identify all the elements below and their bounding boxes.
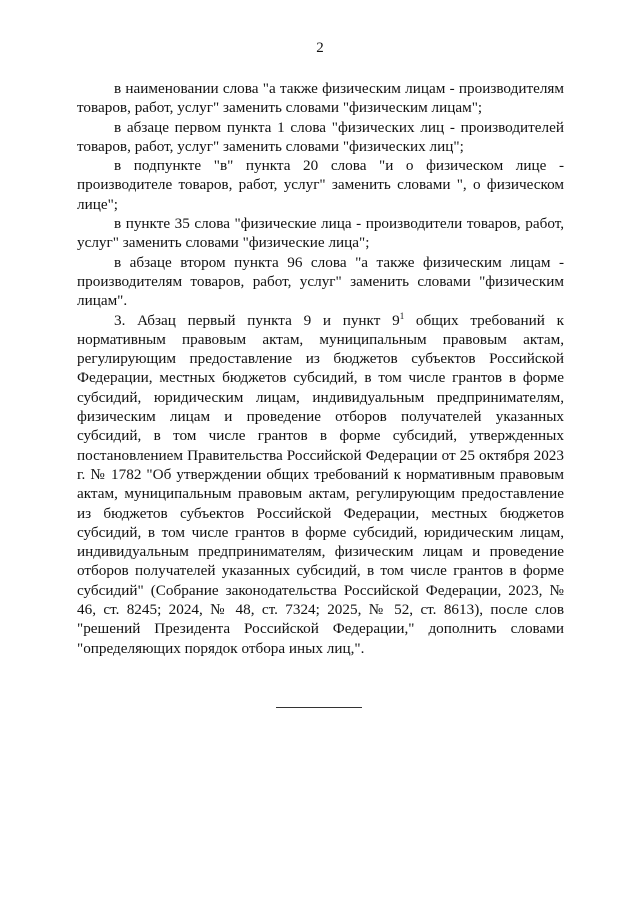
paragraph-item-1-amendment: в абзаце первом пункта 1 слова "физических лиц - производителей товаров, работ, услуг" заменить словами "физических лиц"; <box>77 118 564 155</box>
section-3-text: общих требований к нормативным правовым актам, муниципальным правовым актам, регулирующим предоставление из бюджетов субъектов Российской Федерации, местных бюджетов субсидий, в том числе грантов в форме субсидий, юридическим лицам, индивидуальным предпринимателям, физическим лицам и проведение отборов получателей указанных субсидий, в том числе грантов в форме субсидий, утвержденных постановлением Правительства Российской Федерации от 25 октября 2023 г. № 1782 "Об утверждении общих требований к нормативным правовым актам, муниципальным правовым актам, регулирующим предоставление из бюджетов субъектов Российской Федерации, местных бюджетов субсидий, в том числе грантов в форме субсидий, юридическим лицам, индивидуальным предпринимателям, физическим лицам и проведение отборов получателей указанных субсидий, в том числе грантов в форме субсидий" (Собрание законодательства Российской Федерации, 2023, № 46, ст. 8245; 2024, № 48, ст. 7324; 2025, № 52, ст. 8613), после слов "решений Президента Российской Федерации," дополнить словами "определяющих порядок отбора иных лиц,". <box>77 311 564 657</box>
paragraph-item-20-amendment: в подпункте "в" пункта 20 слова "и о физическом лице - производителе товаров, работ, услуг" заменить словами ", о физическом лице"; <box>77 157 564 213</box>
section-3-lead: 3. Абзац первый пункта 9 и пункт 9 <box>114 311 400 329</box>
document-body <box>77 79 564 658</box>
paragraph-item-96-amendment: в абзаце втором пункта 96 слова "а также физическим лицам - производителям товаров, работ, услуг" заменить словами "физическим лицам". <box>77 253 564 310</box>
paragraph-item-35-amendment: в пункте 35 слова "физические лица - производители товаров, работ, услуг" заменить словами "физические лица"; <box>77 215 564 252</box>
section-3-superscript: 1 <box>399 310 405 321</box>
paragraph-title-amendment: в наименовании слова "а также физическим лицам - производителям товаров, работ, услуг" заменить словами "физическим лицам"; <box>77 80 564 117</box>
paragraph-section-3 <box>77 311 564 658</box>
page-number: 2 <box>316 40 324 56</box>
end-of-text-rule <box>276 707 362 708</box>
